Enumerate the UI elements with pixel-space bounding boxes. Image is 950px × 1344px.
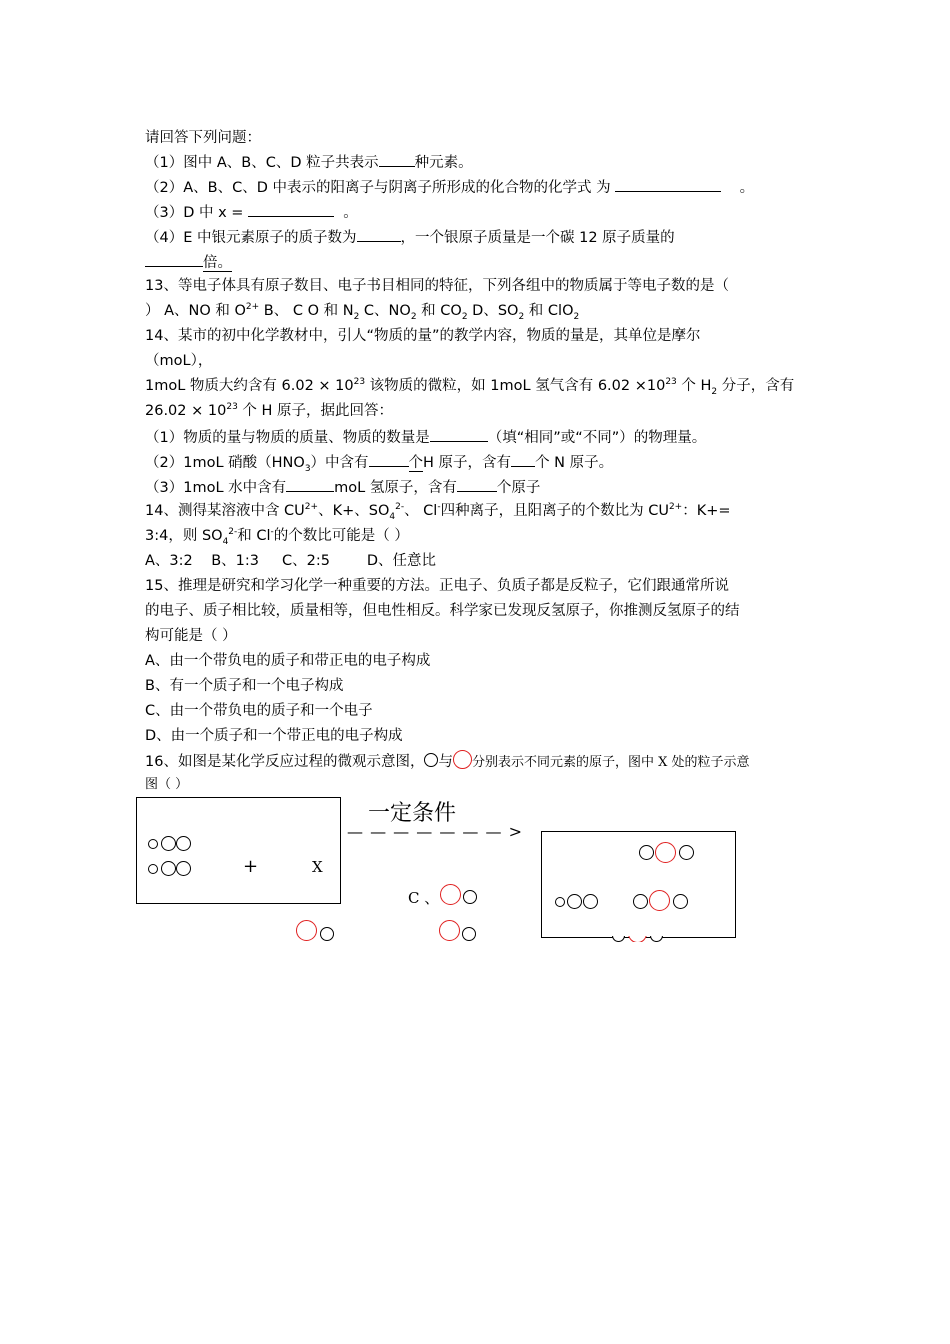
q15-option-a: A、由一个带负电的质子和带正电的电子构成 [145,653,431,669]
q15-line-3: 构可能是（ ） [145,628,237,644]
atom-icon [161,861,176,876]
q14-line-1: 14、某市的初中化学教材中，引人“物质的量”的教学内容，物质的量是，其单位是摩尔 [145,328,701,344]
atom-icon [679,845,694,860]
intro-line: 请回答下列问题： [145,130,261,146]
atom-icon [161,836,176,851]
large-atom-icon [296,920,317,941]
atom-icon [567,894,582,909]
large-atom-icon [655,842,676,863]
answer-blank[interactable] [457,476,497,492]
q14-line-4: $26.02 \times 10^{23}$ 个 H 原子，据此回答： [145,402,394,419]
answer-blank[interactable] [369,451,409,467]
q16-line-1: 16、如图是某化学反应过程的微观示意图， 与 分别表示不同元素的原子，图中 X 处的粒子示意 [145,750,749,773]
atom-icon [176,861,191,876]
clipped-molecule [612,936,666,942]
q2-line: （2）A、B、C、D 中表示的阳离子与阴离子所形成的化合物的化学式 为 。 [145,176,754,198]
q14b-line-2: 3:4，则 $SO_4^{2-}$和 Cl-的个数比可能是（ ） [145,527,409,547]
small-atom-icon [148,864,158,874]
answer-blank[interactable] [430,426,488,442]
q14-line-3: 1moL 物质大约含有 $6.02 \times 10^{23}$ 该物质的微粒，如 1moL 氢气含有 $6.02 \times 10^{23}$ 个 $H_2$ 分子，含有 [145,377,795,397]
atom-icon [320,927,334,941]
q15-line-1: 15、推理是研究和学习化学一种重要的方法。正电子、负质子都是反粒子，它们跟通常所说 [145,578,729,594]
answer-blank[interactable] [511,451,535,467]
answer-blank[interactable] [145,251,203,267]
atom-icon [673,894,688,909]
answer-blank[interactable] [357,226,401,242]
q14b-options: A、3:2 B、1:3 C、2:5 D、任意比 [145,553,437,569]
atom-icon [463,890,477,904]
option-c-label: C 、 [408,889,440,907]
answer-blank[interactable] [615,176,721,192]
q14-sub-2: （2）1moL 硝酸$(HNO_3)$中含有 个H 原子，含有 个 N 原子。 [145,451,613,473]
q1-line: （1）图中 A、B、C、D 粒子共表示 种元素。 [145,151,473,173]
atom-icon [462,927,476,941]
small-atom-icon [555,897,565,907]
q13-line-1: 13、等电子体具有原子数目、电子书目相同的特征，下列各组中的物质属于等电子数的是（ [145,278,729,294]
condition-label: 一定条件 [368,801,457,826]
q13-line-2: ） A、NO 和 $O^{2+}$ B、 C O 和 $N_2$ C、$NO_2$ 和 $CO_2$ D、$SO_2$ 和 ClO$_2$ [145,302,580,322]
q14-line-2: （moL）， [145,353,213,369]
q15-option-c: C、由一个带负电的质子和一个电子 [145,703,373,719]
small-atom-icon [148,839,158,849]
reaction-arrow: — — — — — — — > [347,822,524,841]
q14-sub-3: （3）1moL 水中含有 moL 氢原子，含有 个原子 [145,476,540,498]
atom-icon [583,894,598,909]
atom-icon [639,845,654,860]
small-atom-icon [424,753,438,767]
q4-line-2: 倍。 [145,251,232,273]
large-atom-icon [439,920,460,941]
answer-blank[interactable] [379,151,415,167]
q15-option-d: D、由一个质子和一个带正电的电子构成 [145,728,403,744]
atom-icon [176,836,191,851]
x-label: X [312,858,323,876]
q14-sub-1: （1）物质的量与物质的质量、物质的数量是 （填“相同”或“不同”）的物理量。 [145,426,706,448]
plus-sign: + [243,856,259,877]
q15-option-b: B、有一个质子和一个电子构成 [145,678,344,694]
q3-line: （3）D 中 x = 。 [145,201,358,223]
atom-icon [633,894,648,909]
answer-blank[interactable] [248,201,334,217]
answer-blank[interactable] [286,476,334,492]
q15-line-2: 的电子、质子相比较，质量相等，但电性相反。科学家已发现反氢原子，你推测反氢原子的结 [145,603,740,619]
large-atom-icon [453,750,472,769]
q16-line-2: 图（ ） [145,777,189,792]
large-atom-icon [440,884,461,905]
q4-line: （4）E 中银元素原子的质子数为 ，一个银原子质量是一个碳 12 原子质量的 [145,226,675,248]
q14b-line-1: 14、测得某溶液中含 $CU^{2+}$、K+、$SO_4^{2-}$、 Cl-四种离子，且阳离子的个数比为 $CU^{2+}$：K+= [145,502,731,522]
large-atom-icon [649,890,670,911]
product-box [541,831,736,938]
